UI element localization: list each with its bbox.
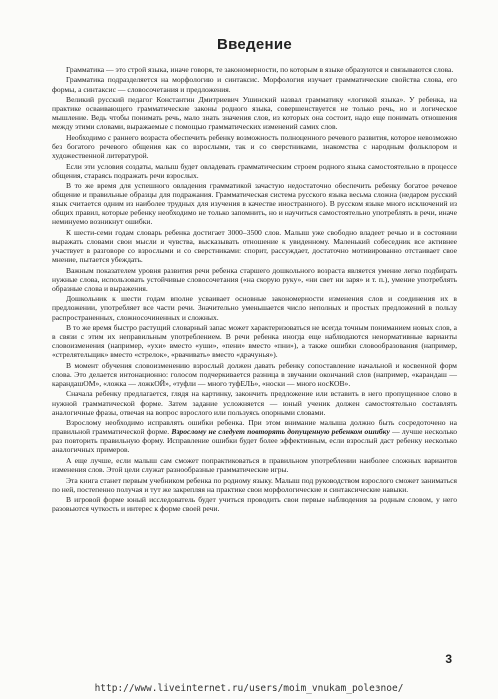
paragraph-10: В то же время быстро растущий словарный запас может характеризоваться не всегда точным пониманием новых слов, а в связи с этим их неправильным употреблением. В речи ребенка иногда еще наблюдаются ненормативные варианты словоизменения (например, «ухи» вместо «уши», «пени» вместо «пни»), а также ошибки словообразования (например, «стрелятельщик» вместо «стрелок», «рвачивать» вместо «драчунья»). [52, 323, 457, 360]
paragraph-12: Сначала ребенку предлагается, глядя на картинку, закончить предложение или вставить в него пропущенное слово в нужной грамматической форме. Затем задание усложняется — юный ученик должен самостоятельно составлять аналогичные фразы, отвечая на вопрос взрослого или пользуясь опорными словами. [52, 389, 457, 417]
paragraph-9: Дошкольник к шести годам вполне усваивает основные закономерности изменения слов и соединения их в предложении, употребляет все части речи. Значительно уменьшается число неполных и простых предложений в пользу распространенных, сложносочиненных и сложных. [52, 294, 457, 322]
paragraph-7: К шести-семи годам словарь ребенка достигает 3000–3500 слов. Малыш уже свободно владеет речью и в состоянии выражать словами свои мысли и чувства, высказывать отношение к увиденному. Маленький собеседник все активнее участвует в разговоре со взрослыми и со сверстниками: спорит, рассуждает, достаточно мотивированно отстаивает свое мнение, пытается убеждать. [52, 227, 457, 265]
page-number: 3 [445, 652, 452, 666]
paragraph-11: В момент обучения словоизменению взрослый должен давать ребенку сопоставление начальной и косвенной форм слова. Это делается интонационно: голосом подчеркивается разница в звучании окончаний слов (например, «карандаш — карандашОМ», «ложка — ложкОЙ», «туфли — много туфЕЛЬ», «носки — много носКОВ». [52, 360, 457, 388]
paragraph-8: Важным показателем уровня развития речи ребенка старшего дошкольного возраста является умение легко подбирать нужные слова, использовать устойчивые словосочетания («на скорую руку», «ни свет ни заря» и т. п.), умение употреблять образные слова и выражения. [52, 265, 457, 293]
paragraph-5: Если эти условия создаты, малыш будет овладевать грамматическим строем родного языка самостоятельно в процессе общения, стараясь подражать речи взрослых. [52, 161, 457, 180]
paragraph-15: Эта книга станет первым учебником ребенка по родному языку. Малыш под руководством взрослого сможет заниматься по ней, постепенно получая и тут же закрепляя на практике свои морфологические и синтаксические навыки. [52, 475, 457, 494]
paragraph-3: Великий русский педагог Константин Дмитриевич Ушинский назвал грамматику «логикой языка». У ребенка, на практике осваивающего грамматические законы родного языка, совершенствуется не только речь, но и логическое мышление. Ведь чтобы понимать речь, мало знать значения слов, из которых она состоит, надо еще понимать отношения между этими словами, выражаемые с помощью грамматических изменений самих слов. [52, 95, 457, 132]
paragraph-1: Грамматика — это строй языка, иначе говоря, те закономерности, по которым в языке образуются и связываются слова. [66, 65, 454, 74]
paragraph-13 [52, 418, 457, 454]
document-page [52, 36, 457, 513]
paragraph-16: В игровой форме юный исследователь будет учиться проводить свои первые наблюдения за родным словом, у него разовьются чуткость и интерес к форме своей речи. [52, 495, 457, 514]
paragraph-6: В то же время для успешного овладения грамматикой зачастую недостаточно обеспечить ребенку богатое речевое общение и правильные образцы для подражания. Грамматическая система русского языка весьма сложна (недаром русский язык считается одним из наиболее трудных для изучения в качестве иностранного). В русском языке много исключений из общих правил, которые ребенку необходимо не только запомнить, но и научиться самостоятельно употреблять в речи, иначе неминуемо возникнут ошибки. [52, 181, 457, 227]
paragraph-13-end: — лучше несколько раз повторить правильную форму. Исправление ошибки будет более эффективным, если взрослый даст ребенку несколько аналогичных примеров. [52, 427, 457, 455]
paragraph-4: Необходимо с раннего возраста обеспечить ребенку возможность полноценного речевого развития, которое невозможно без богатого речевого общения как со взрослыми, так и со сверстниками, знакомства с народным фольклором и художественной литературой. [52, 132, 457, 161]
paragraph-13-emphasis: Взрослому не следует повторять допущенную ребенком ошибку [171, 427, 390, 437]
body-text [52, 65, 457, 513]
paragraph-2: Грамматика подразделяется на морфологию и синтаксис. Морфология изучает грамматические свойства слова, его формы, а синтаксис — словосочетания и предложения. [52, 75, 457, 94]
page-title: Введение [216, 36, 293, 53]
paragraph-14: А еще лучше, если малыш сам сможет попрактиковаться в правильном употреблении наиболее сложных вариантов изменения слов. Этой цели служат разнообразные грамматические игры. [52, 455, 457, 475]
footer-url[interactable]: http://www.liveinternet.ru/users/moim_vnukam_polезnoe/ [94, 683, 404, 694]
paragraph-13-start: Взрослому необходимо исправлять ошибки ребенка. При этом внимание малыша должно быть сосредоточено на правильной грамматической форме. [52, 418, 457, 437]
